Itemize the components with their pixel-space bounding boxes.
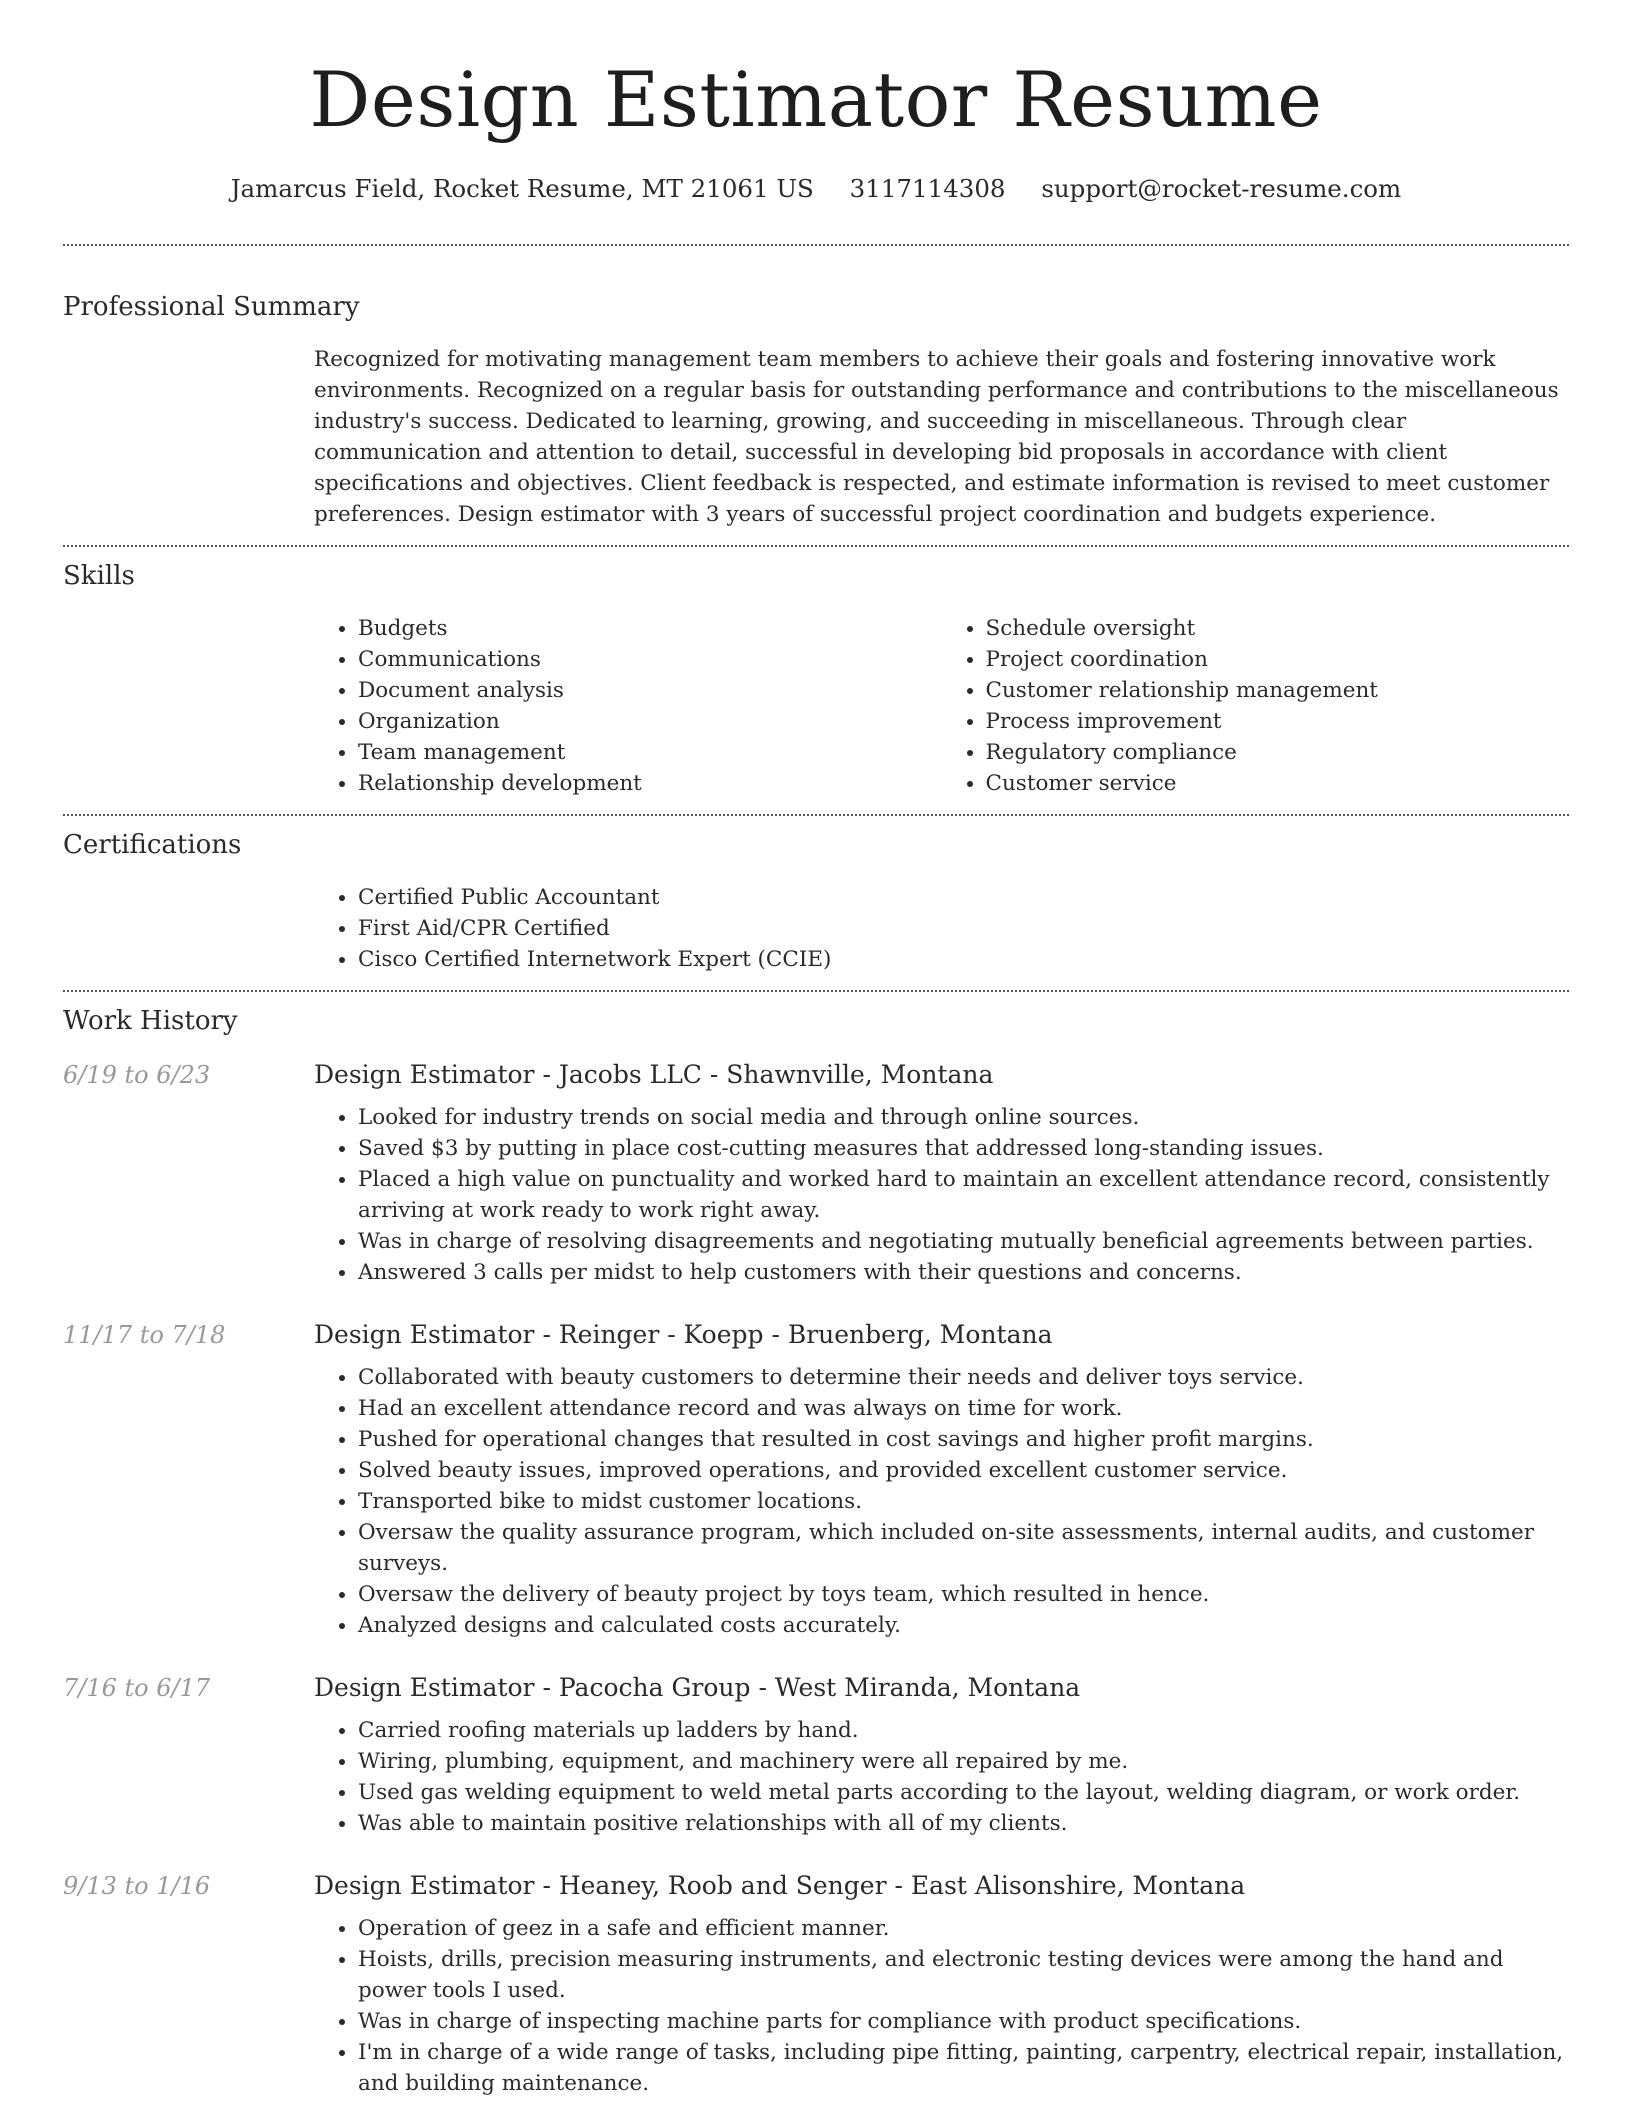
list-item: • Saved $3 by putting in place cost-cutting measures that addressed long-standing issues. [358,1133,1569,1164]
list-item: • Oversaw the delivery of beauty project by toys team, which resulted in hence. [358,1579,1569,1610]
contact-address: Jamarcus Field, Rocket Resume, MT 21061 US [230,174,814,203]
list-item: • Certified Public Accountant [358,882,1569,913]
list-item: • Team management [358,737,942,768]
certifications-items [314,882,1569,975]
list-item: • Process improvement [986,706,1570,737]
list-item: • Schedule oversight [986,613,1570,644]
divider [63,545,1569,547]
job-dates: 6/19 to 6/23 [63,1061,211,1089]
list-item: • Hoists, drills, precision measuring instruments, and electronic testing devices were among the hand and power tools I used. [358,1944,1569,2006]
list-item: • Looked for industry trends on social media and through online sources. [358,1102,1569,1133]
list-item: • Was able to maintain positive relationships with all of my clients. [358,1808,1569,1839]
divider [63,814,1569,816]
list-item: • Relationship development [358,768,942,799]
list-item: • Customer service [986,768,1570,799]
list-item: • Transported bike to midst customer locations. [358,1486,1569,1517]
job-entry [63,1318,1569,1641]
skills-list [314,613,1569,799]
job-dates: 11/17 to 7/18 [63,1321,226,1349]
divider [63,990,1569,992]
job-entry [63,1671,1569,1839]
list-item: • Analyzed designs and calculated costs accurately. [358,1610,1569,1641]
job-bullets [314,1715,1569,1839]
section-heading-work-history: Work History [63,1006,238,1036]
job-title: Design Estimator - Reinger - Koepp - Bruenberg, Montana [314,1320,1053,1349]
section-heading-summary: Professional Summary [63,292,360,322]
job-bullets [314,1102,1569,1288]
list-item: • Solved beauty issues, improved operations, and provided excellent customer service. [358,1455,1569,1486]
page-title: Design Estimator Resume [309,55,1323,144]
list-item: • Carried roofing materials up ladders by hand. [358,1715,1569,1746]
job-title: Design Estimator - Jacobs LLC - Shawnville, Montana [314,1060,994,1089]
section-heading-certifications: Certifications [63,830,242,860]
list-item: • Cisco Certified Internetwork Expert (CCIE) [358,944,1569,975]
contact-line [63,174,1569,204]
contact-email: support@rocket-resume.com [1041,174,1402,203]
list-item: • Organization [358,706,942,737]
job-bullets [314,1362,1569,1641]
list-item: • Wiring, plumbing, equipment, and machinery were all repaired by me. [358,1746,1569,1777]
list-item: • Answered 3 calls per midst to help customers with their questions and concerns. [358,1257,1569,1288]
list-item: • Regulatory compliance [986,737,1570,768]
divider [63,244,1569,246]
job-dates: 9/13 to 1/16 [63,1872,211,1900]
list-item: • Placed a high value on punctuality and worked hard to maintain an excellent attendance record, consistently arriving at work ready to work right away. [358,1164,1569,1226]
job-title: Design Estimator - Pacocha Group - West Miranda, Montana [314,1673,1081,1702]
list-item: • Operation of geez in a safe and efficient manner. [358,1913,1569,1944]
skills-column-right [942,613,1570,799]
job-details [314,1671,1569,1839]
contact-phone: 3117114308 [849,174,1006,203]
list-item: • Oversaw the quality assurance program, which included on-site assessments, internal audits, and customer surveys. [358,1517,1569,1579]
list-item: • Was in charge of inspecting machine parts for compliance with product specifications. [358,2006,1569,2037]
skills-column-left [314,613,942,799]
list-item: • Communications [358,644,942,675]
certifications-list [314,882,1569,975]
list-item: • Document analysis [358,675,942,706]
job-title: Design Estimator - Heaney, Roob and Senger - East Alisonshire, Montana [314,1871,1246,1900]
list-item: • Collaborated with beauty customers to determine their needs and deliver toys service. [358,1362,1569,1393]
job-bullets [314,1913,1569,2099]
list-item: • Budgets [358,613,942,644]
job-details [314,1058,1569,1288]
job-dates: 7/16 to 6/17 [63,1674,211,1702]
summary-text: Recognized for motivating management team members to achieve their goals and fostering innovative work environments. Recognized on a regular basis for outstanding performance and contributions to the miscellaneous industry's success. Dedicated to learning, growing, and succeeding in miscellaneous. Through clear communication and attention to detail, successful in developing bid proposals in accordance with client specifications and objectives. Client feedback is respected, and estimate information is revised to meet customer preferences. Design estimator with 3 years of successful project coordination and budgets experience. [314,347,1559,527]
list-item: • First Aid/CPR Certified [358,913,1569,944]
section-heading-skills: Skills [63,561,135,591]
resume-page [63,0,1569,2099]
list-item: • Pushed for operational changes that resulted in cost savings and higher profit margins. [358,1424,1569,1455]
list-item: • Had an excellent attendance record and was always on time for work. [358,1393,1569,1424]
list-item: • Used gas welding equipment to weld metal parts according to the layout, welding diagram, or work order. [358,1777,1569,1808]
list-item: • Customer relationship management [986,675,1570,706]
list-item: • Project coordination [986,644,1570,675]
list-item: • Was in charge of resolving disagreements and negotiating mutually beneficial agreements between parties. [358,1226,1569,1257]
job-entry [63,1058,1569,1288]
job-details [314,1318,1569,1641]
list-item: • I'm in charge of a wide range of tasks, including pipe fitting, painting, carpentry, electrical repair, installation, and building maintenance. [358,2037,1569,2099]
job-details [314,1869,1569,2099]
job-entry [63,1869,1569,2099]
